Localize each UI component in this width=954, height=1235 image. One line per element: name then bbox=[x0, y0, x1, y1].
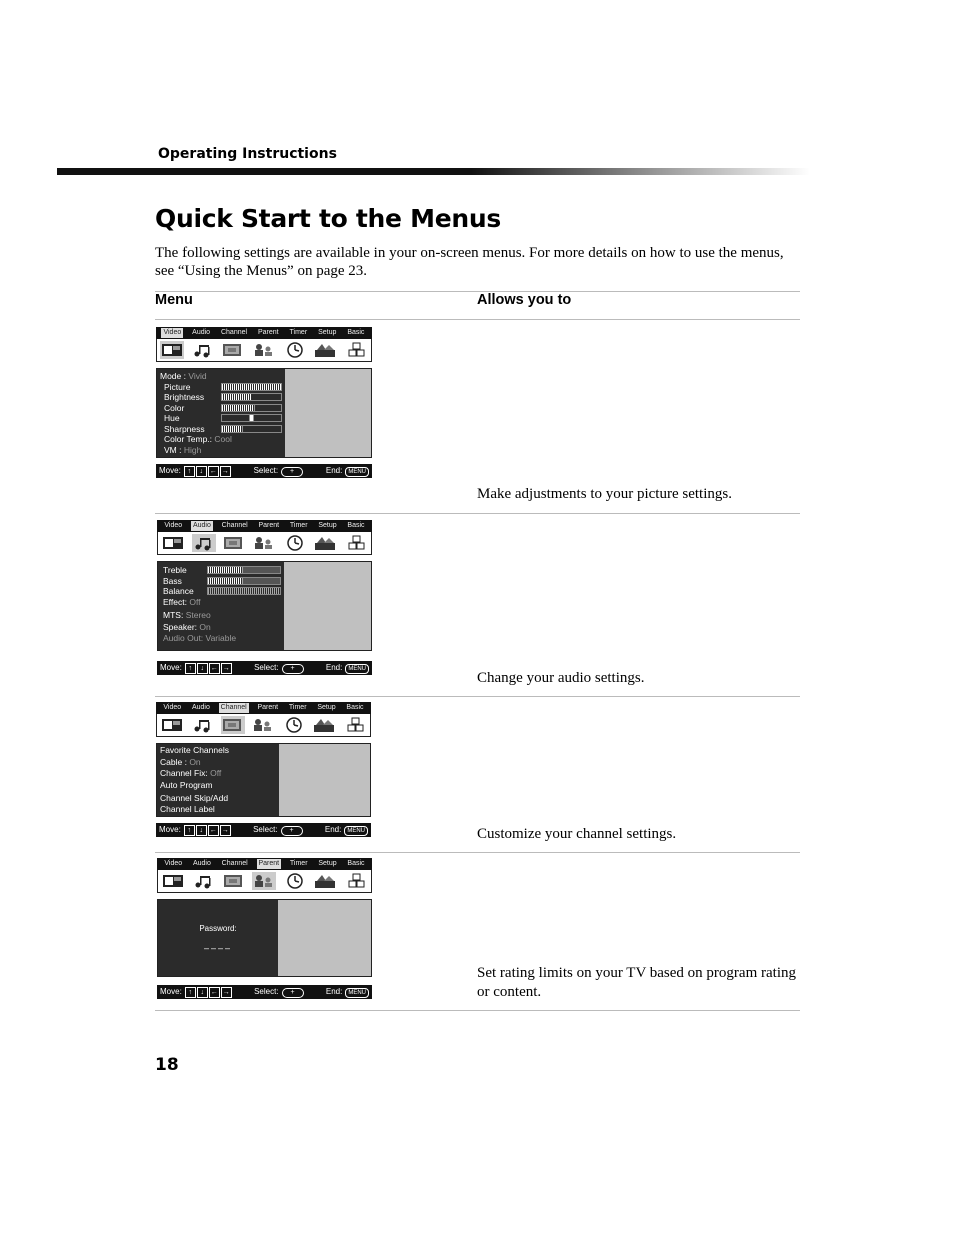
video-icon[interactable] bbox=[160, 341, 184, 359]
picture-preview bbox=[279, 744, 370, 816]
tab-timer[interactable]: Timer bbox=[288, 704, 307, 711]
tab-timer[interactable]: Timer bbox=[289, 329, 308, 336]
hue-row[interactable]: Hue bbox=[160, 413, 282, 424]
tab-video[interactable]: Video bbox=[164, 860, 183, 867]
arrow-down-icon: ↓ bbox=[197, 987, 208, 998]
arrow-down-icon: ↓ bbox=[196, 825, 207, 836]
joystick-select-icon: + bbox=[282, 664, 304, 674]
video-icon[interactable] bbox=[161, 534, 185, 552]
arrow-left-icon: ← bbox=[210, 664, 218, 672]
tab-timer[interactable]: Timer bbox=[289, 522, 308, 529]
tab-basic[interactable]: Basic bbox=[347, 860, 365, 867]
parent-icon[interactable] bbox=[252, 341, 276, 359]
auto-program-row[interactable]: Auto Program bbox=[160, 779, 213, 790]
joystick-select-icon: + bbox=[281, 467, 303, 477]
osd-tab-bar bbox=[156, 702, 371, 714]
tab-setup[interactable]: Setup bbox=[317, 704, 336, 711]
tab-parent[interactable]: Parent bbox=[257, 704, 279, 711]
tab-setup[interactable]: Setup bbox=[318, 522, 337, 529]
basic-icon[interactable] bbox=[344, 872, 368, 890]
page-title: Quick Start to the Menus bbox=[155, 204, 501, 233]
arrow-right-icon: → bbox=[221, 467, 229, 475]
channel-icon[interactable] bbox=[221, 341, 245, 359]
tab-parent[interactable]: Parent bbox=[257, 329, 279, 336]
brightness-row[interactable]: Brightness bbox=[160, 392, 282, 403]
osd-video-menu bbox=[156, 327, 372, 478]
audio-out-row: Audio Out: Variable bbox=[163, 633, 237, 643]
vm-row[interactable]: VM : High bbox=[164, 444, 202, 455]
basic-icon[interactable] bbox=[344, 534, 368, 552]
tab-audio[interactable]: Audio bbox=[192, 860, 211, 867]
channel-label-row[interactable]: Channel Label bbox=[160, 803, 215, 814]
audio-icon[interactable] bbox=[192, 534, 216, 552]
channel-icon[interactable] bbox=[221, 716, 245, 734]
tab-setup[interactable]: Setup bbox=[318, 329, 337, 336]
arrow-right-icon: → bbox=[222, 988, 230, 996]
parent-icon[interactable] bbox=[251, 716, 275, 734]
hue-slider[interactable] bbox=[221, 414, 282, 422]
basic-icon[interactable] bbox=[343, 716, 367, 734]
arrow-down-icon: ↓ bbox=[197, 663, 208, 674]
channel-fix-row[interactable]: Channel Fix: Off bbox=[160, 768, 222, 778]
tab-channel[interactable]: Channel bbox=[221, 860, 248, 867]
password-label: Password: bbox=[199, 923, 237, 933]
osd-icon-bar bbox=[157, 532, 372, 555]
timer-icon[interactable] bbox=[283, 534, 307, 552]
color-temp-row[interactable]: Color Temp.: Cool bbox=[164, 434, 232, 444]
bass-row[interactable]: Bass bbox=[161, 576, 281, 587]
basic-icon[interactable] bbox=[344, 341, 368, 359]
color-slider[interactable] bbox=[221, 404, 282, 412]
mts-row[interactable]: MTS: Stereo bbox=[163, 610, 211, 620]
osd-video-panel bbox=[156, 368, 372, 458]
sharpness-slider[interactable] bbox=[221, 425, 282, 433]
setup-icon[interactable] bbox=[313, 534, 337, 552]
header-rule bbox=[57, 168, 810, 175]
running-header: Operating Instructions bbox=[158, 146, 337, 162]
tab-setup[interactable]: Setup bbox=[318, 860, 337, 867]
arrow-up-icon: ↑ bbox=[185, 987, 196, 998]
speaker-row[interactable]: Speaker: On bbox=[163, 621, 211, 632]
treble-row[interactable]: Treble bbox=[161, 565, 281, 576]
sharpness-row[interactable]: Sharpness bbox=[160, 424, 282, 435]
menu-button-icon: MENU bbox=[345, 467, 369, 477]
arrow-right-icon: → bbox=[222, 664, 230, 672]
picture-preview bbox=[285, 369, 371, 457]
osd-channel-menu bbox=[156, 702, 371, 837]
setup-icon[interactable] bbox=[313, 872, 337, 890]
cable-row[interactable]: Cable : On bbox=[160, 756, 201, 767]
row-desc-audio: Change your audio settings. bbox=[477, 670, 645, 686]
channel-icon[interactable] bbox=[222, 534, 246, 552]
brightness-slider[interactable] bbox=[221, 393, 282, 401]
joystick-select-icon: + bbox=[282, 988, 304, 998]
audio-icon[interactable] bbox=[191, 716, 215, 734]
column-header-allows: Allows you to bbox=[477, 292, 572, 308]
mode-row[interactable]: Mode : Vivid bbox=[160, 371, 207, 381]
osd-parent-panel bbox=[157, 899, 372, 977]
treble-slider[interactable] bbox=[207, 566, 281, 574]
osd-parent-menu bbox=[157, 858, 372, 999]
color-row[interactable]: Color bbox=[160, 403, 282, 414]
timer-icon[interactable] bbox=[282, 716, 306, 734]
tab-audio[interactable]: Audio bbox=[192, 522, 211, 529]
picture-slider[interactable] bbox=[221, 383, 282, 391]
row-rule bbox=[155, 852, 800, 853]
parent-icon[interactable] bbox=[252, 534, 276, 552]
setup-icon[interactable] bbox=[313, 341, 337, 359]
arrow-down-icon: ↓ bbox=[196, 466, 207, 477]
tab-audio[interactable]: Audio bbox=[192, 329, 211, 336]
row-desc-channel: Customize your channel settings. bbox=[477, 826, 677, 842]
balance-slider[interactable] bbox=[207, 587, 281, 595]
timer-icon[interactable] bbox=[283, 341, 307, 359]
menu-button-icon: MENU bbox=[345, 664, 369, 674]
menu-button-icon: MENU bbox=[344, 826, 368, 836]
tab-basic[interactable]: Basic bbox=[347, 522, 365, 529]
osd-icon-bar bbox=[156, 339, 372, 362]
tab-channel[interactable]: Channel bbox=[221, 522, 248, 529]
tab-basic[interactable]: Basic bbox=[347, 329, 365, 336]
osd-audio-panel bbox=[157, 561, 372, 651]
channel-skip-add-row[interactable]: Channel Skip/Add bbox=[160, 793, 229, 803]
osd-tab-bar bbox=[157, 520, 372, 532]
osd-status-bar: Move: ↑ ↓ ← → Select: + End: MENU bbox=[156, 823, 371, 837]
table-bottom-rule bbox=[155, 1010, 800, 1011]
column-header-menu: Menu bbox=[155, 292, 193, 308]
header-rule-bottom bbox=[155, 319, 800, 320]
tab-video[interactable]: Video bbox=[163, 329, 182, 336]
tab-timer[interactable]: Timer bbox=[289, 860, 308, 867]
osd-tab-bar bbox=[157, 858, 372, 870]
page-number: 18 bbox=[155, 1055, 179, 1075]
osd-status-bar: Move: ↑ ↓ ← → Select: + End: MENU bbox=[157, 661, 372, 675]
picture-preview bbox=[284, 562, 371, 650]
row-desc-video: Make adjustments to your picture settings. bbox=[477, 486, 732, 502]
tab-channel[interactable]: Channel bbox=[220, 704, 247, 711]
picture-row[interactable]: Picture bbox=[160, 382, 282, 393]
row-rule bbox=[155, 513, 800, 514]
timer-icon[interactable] bbox=[283, 872, 307, 890]
joystick-select-icon: + bbox=[281, 826, 303, 836]
video-icon[interactable] bbox=[161, 872, 185, 890]
intro-paragraph: The following settings are available in your on-screen menus. For more details on how to use the menus, see “Using the Menus” on page 23. bbox=[155, 245, 784, 279]
favorite-channels-row[interactable]: Favorite Channels bbox=[160, 745, 229, 755]
effect-row[interactable]: Effect: Off bbox=[163, 596, 201, 607]
tab-audio[interactable]: Audio bbox=[191, 704, 210, 711]
row-desc-parent: Set rating limits on your TV based on program rating or content. bbox=[477, 965, 796, 1000]
osd-audio-menu bbox=[157, 520, 372, 675]
tab-parent[interactable]: Parent bbox=[258, 860, 280, 867]
video-icon[interactable] bbox=[160, 716, 184, 734]
audio-icon[interactable] bbox=[191, 341, 215, 359]
channel-icon[interactable] bbox=[222, 872, 246, 890]
parent-icon[interactable] bbox=[252, 872, 276, 890]
arrow-left-icon: ← bbox=[209, 467, 217, 475]
tab-video[interactable]: Video bbox=[163, 704, 182, 711]
password-box[interactable] bbox=[158, 900, 278, 976]
audio-icon[interactable] bbox=[192, 872, 216, 890]
bass-slider[interactable] bbox=[207, 577, 281, 585]
tab-basic[interactable]: Basic bbox=[346, 704, 364, 711]
arrow-right-icon: → bbox=[221, 826, 229, 834]
menu-button-icon: MENU bbox=[345, 988, 369, 998]
arrow-left-icon: ← bbox=[209, 826, 217, 834]
picture-preview bbox=[278, 900, 371, 976]
balance-row[interactable]: Balance bbox=[161, 586, 281, 597]
osd-status-bar: Move: ↑ ↓ ← → Select: + End: MENU bbox=[157, 985, 372, 999]
password-input[interactable]: –––– bbox=[203, 942, 233, 953]
tab-parent[interactable]: Parent bbox=[258, 522, 280, 529]
osd-status-bar: Move: ↑ ↓ ← → Select: + End: MENU bbox=[156, 464, 372, 478]
arrow-up-icon: ↑ bbox=[184, 825, 195, 836]
tab-video[interactable]: Video bbox=[164, 522, 183, 529]
row-rule bbox=[155, 696, 800, 697]
tab-channel[interactable]: Channel bbox=[220, 329, 248, 336]
arrow-up-icon: ↑ bbox=[185, 663, 196, 674]
setup-icon[interactable] bbox=[312, 716, 336, 734]
osd-icon-bar bbox=[157, 870, 372, 893]
arrow-left-icon: ← bbox=[210, 988, 218, 996]
arrow-up-icon: ↑ bbox=[184, 466, 195, 477]
osd-tab-bar bbox=[156, 327, 372, 339]
osd-channel-panel bbox=[156, 743, 371, 817]
osd-icon-bar bbox=[156, 714, 371, 737]
